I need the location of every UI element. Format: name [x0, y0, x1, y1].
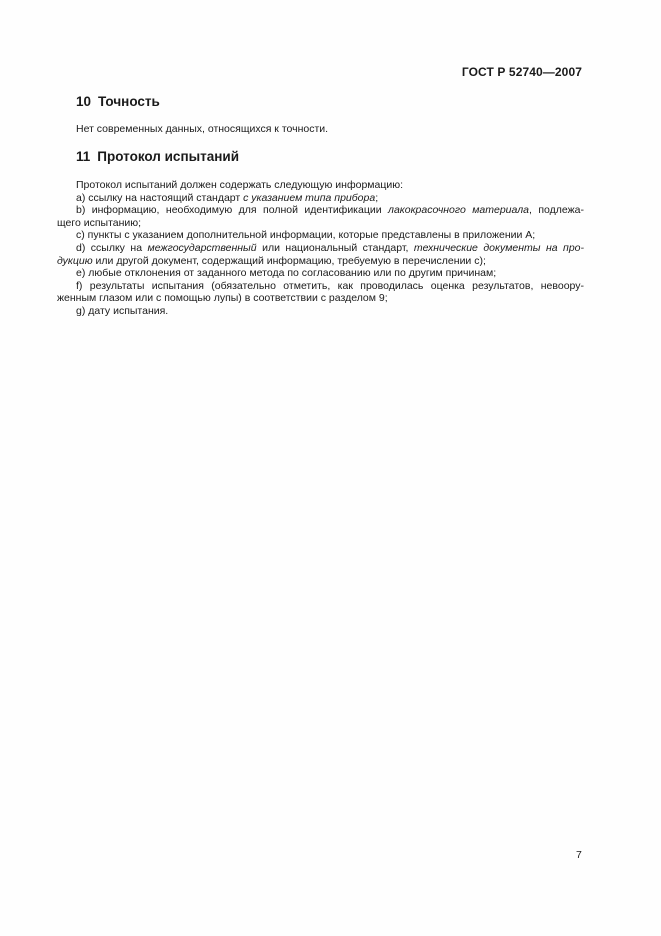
list-item-b-line2: щего испытанию;: [57, 216, 142, 229]
item-italic: дукцию: [57, 254, 93, 267]
item-italic: межгосударственный: [147, 241, 257, 254]
list-item-g: g) дату испытания.: [76, 304, 169, 317]
item-text: или другой документ, содержащий информацию, требуемую в перечислении с);: [92, 254, 486, 267]
item-text: d) ссылку на: [76, 241, 148, 254]
list-item-d-line2: [57, 255, 584, 268]
list-item-d-line1: [57, 242, 584, 255]
section-10-text: Нет современных данных, относящихся к точности.: [76, 123, 329, 135]
section-number: 10: [76, 94, 92, 109]
list-item-a: [57, 192, 584, 205]
list-item-e: e) любые отклонения от заданного метода по согласованию или по другим причинам;: [76, 267, 497, 280]
item-text: или национальный стандарт,: [256, 241, 414, 254]
list-intro: Протокол испытаний должен содержать следующую информацию:: [76, 179, 404, 191]
section-title: Протокол испытаний: [97, 149, 239, 164]
item-text: ;: [375, 191, 379, 204]
list-item-c: c) пункты с указанием дополнительной информации, которые представлены в приложении А;: [76, 229, 536, 242]
item-italic: с указанием типа прибора: [243, 191, 376, 204]
list-item-b-line1: [57, 204, 584, 217]
item-text: a) ссылку на настоящий стандарт: [76, 191, 244, 204]
item-text: , подлежа-: [529, 204, 584, 217]
list-item-f-line2: женным глазом или с помощью лупы) в соответствии с разделом 9;: [57, 292, 388, 305]
document-id: ГОСТ Р 52740—2007: [461, 65, 582, 79]
section-11-heading: [76, 149, 239, 164]
page-number: 7: [576, 849, 582, 861]
section-number: 11: [76, 149, 91, 164]
section-title: Точность: [98, 94, 160, 109]
section-10-heading: [76, 94, 160, 109]
list-item-f-line1: f) результаты испытания (обязательно отметить, как проводилась оценка результатов, невоору-: [76, 279, 584, 292]
item-italic: технические документы на про-: [413, 241, 584, 254]
section-11-list: [57, 179, 584, 318]
item-text: b) информацию, необходимую для полной идентификации: [76, 204, 389, 217]
item-italic: лакокрасочного материала: [388, 204, 530, 217]
